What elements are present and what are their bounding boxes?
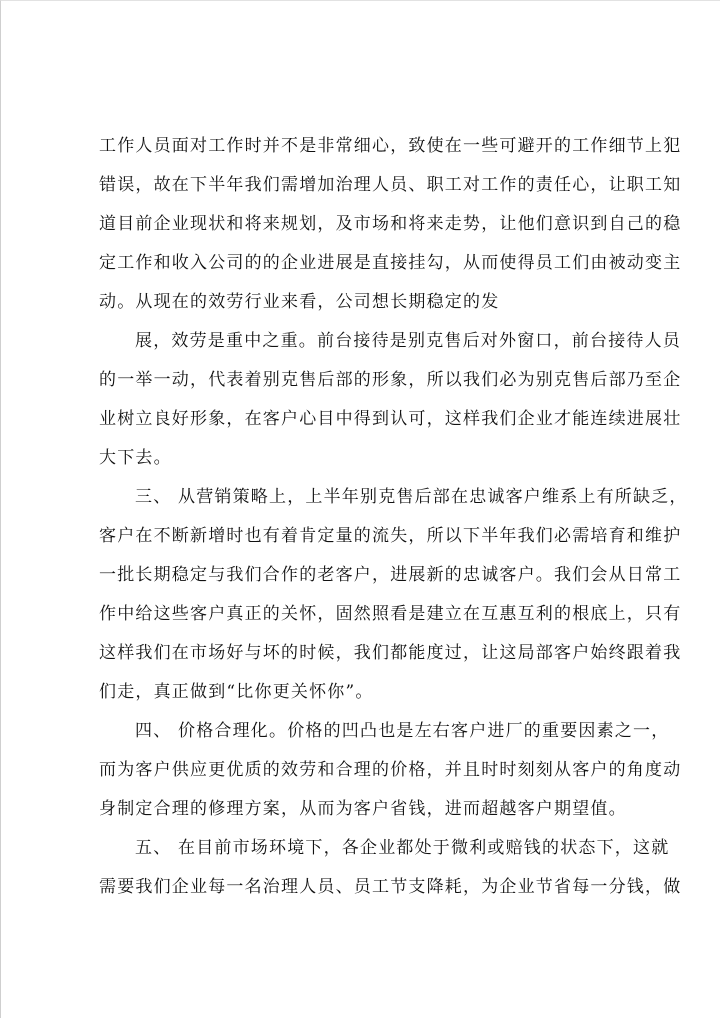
text-line: 错误，故在下半年我们需增加治理人员、职工对工作的责任心，让职工知 <box>99 175 682 195</box>
text-line: 大下去。 <box>99 448 172 468</box>
text-line: 四、 价格合理化。价格的凹凸也是左右客户进厂的重要因素之一， <box>135 721 670 741</box>
text-line: 一批长期稳定与我们合作的老客户，进展新的忠诚客户。我们会从日常工 <box>99 565 682 585</box>
text-line: 们走，真正做到“比你更关怀你”。 <box>99 682 374 702</box>
text-line: 身制定合理的修理方案，从而为客户省钱，进而超越客户期望值。 <box>99 799 627 819</box>
text-line: 需要我们企业每一名治理人员、员工节支降耗，为企业节省每一分钱，做 <box>99 877 682 897</box>
text-line: 客户在不断新增时也有着肯定量的流失，所以下半年我们必需培育和维护 <box>99 526 682 546</box>
text-line: 业树立良好形象，在客户心目中得到认可，这样我们企业才能连续进展壮 <box>99 409 682 429</box>
text-line: 作中给这些客户真正的关怀，固然照看是建立在互惠互利的根底上，只有 <box>99 604 682 624</box>
text-line: 展，效劳是重中之重。前台接待是别克售后对外窗口，前台接待人员 <box>135 331 681 351</box>
text-line: 动。从现在的效劳行业来看，公司想长期稳定的发 <box>99 292 500 312</box>
text-line: 而为客户供应更优质的效劳和合理的价格，并且时时刻刻从客户的角度动 <box>99 760 682 780</box>
text-line: 五、 在目前市场环境下，各企业都处于微利或赔钱的状态下，这就 <box>135 838 670 858</box>
text-line: 定工作和收入公司的的企业进展是直接挂勾，从而使得员工们由被动变主 <box>99 253 682 273</box>
text-line: 三、 从营销策略上，上半年别克售后部在忠诚客户维系上有所缺乏， <box>135 487 688 507</box>
text-line: 工作人员面对工作时并不是非常细心，致使在一些可避开的工作细节上犯 <box>99 136 682 156</box>
text-line: 的一举一动，代表着别克售后部的形象，所以我们必为别克售后部乃至企 <box>99 370 682 390</box>
text-line: 这样我们在市场好与坏的时候，我们都能度过，让这局部客户始终跟着我 <box>99 643 682 663</box>
text-line: 道目前企业现状和将来规划，及市场和将来走势，让他们意识到自己的稳 <box>99 214 682 234</box>
